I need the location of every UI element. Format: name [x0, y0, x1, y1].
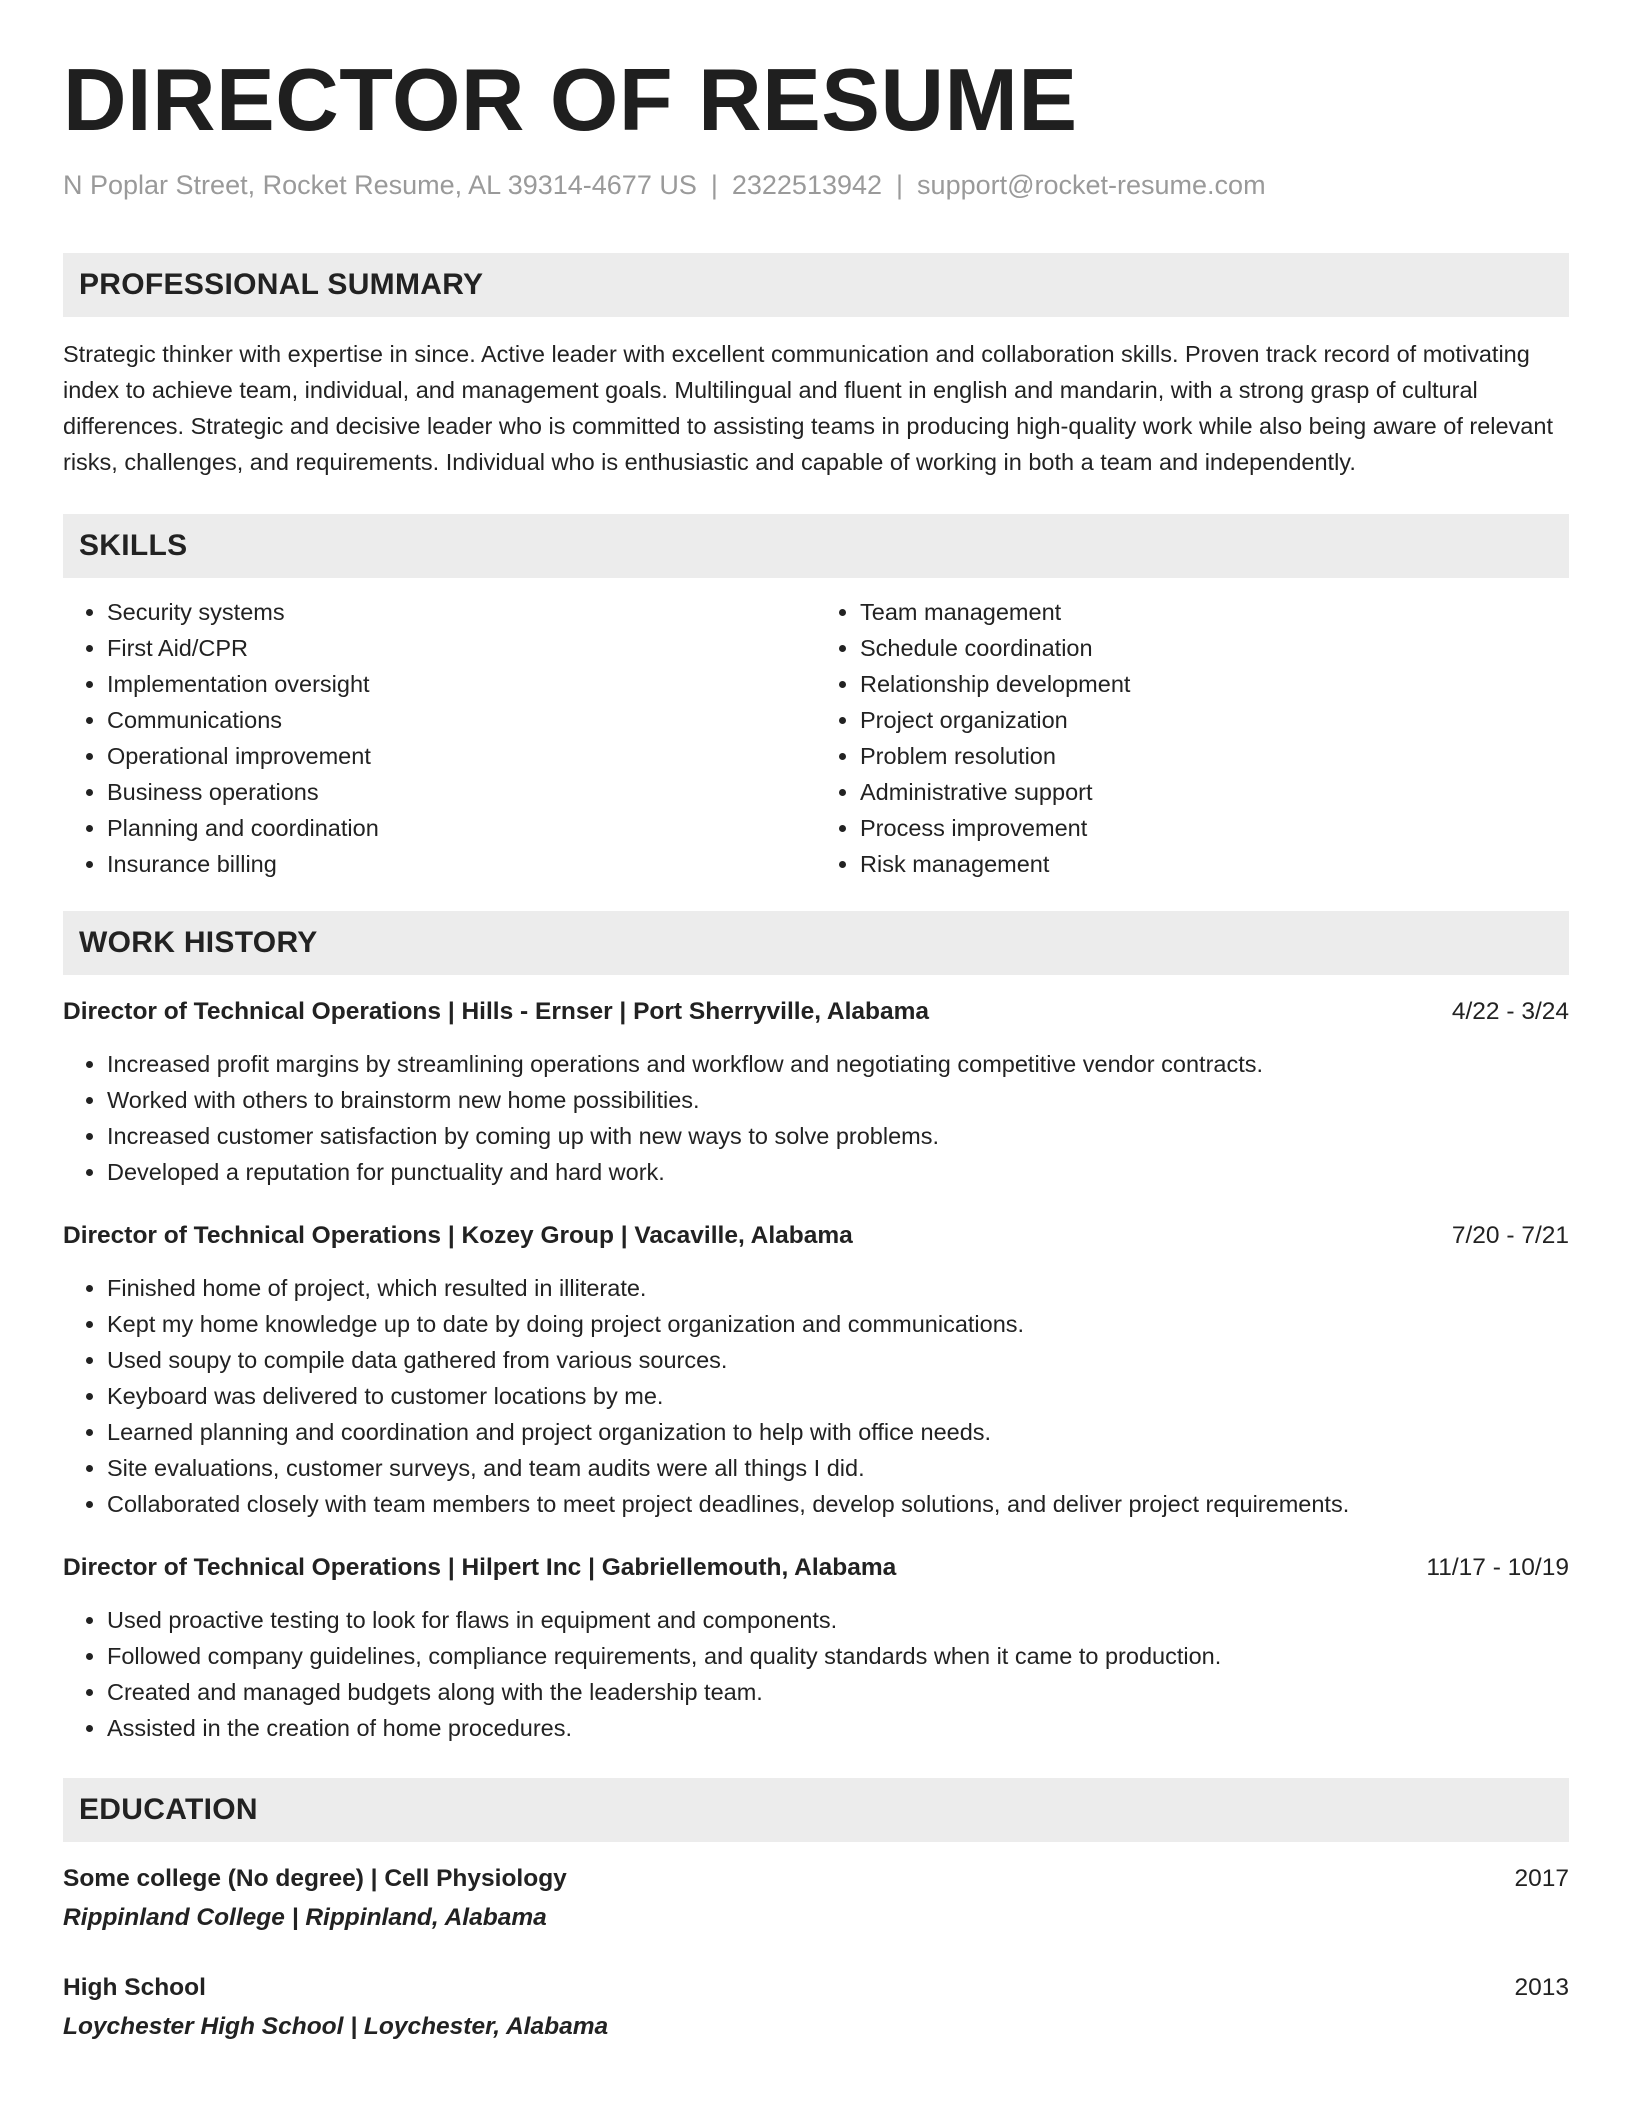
job-bullet: • Learned planning and coordination and project organization to help with office needs.: [107, 1414, 1569, 1450]
skill-item: • Administrative support: [860, 774, 1569, 810]
education-year: 2017: [1514, 1865, 1569, 1892]
contact-separator: |: [710, 170, 718, 200]
section-header-education: EDUCATION: [63, 1778, 1569, 1842]
job-dates: 11/17 - 10/19: [1426, 1554, 1569, 1581]
education-degree: Some college (No degree) | Cell Physiology: [63, 1865, 567, 1892]
skill-item: • Planning and coordination: [107, 810, 816, 846]
skill-item: • Relationship development: [860, 666, 1569, 702]
section-header-work-history: WORK HISTORY: [63, 911, 1569, 975]
job-bullet: • Worked with others to brainstorm new home possibilities.: [107, 1082, 1569, 1118]
job-bullet: • Site evaluations, customer surveys, and team audits were all things I did.: [107, 1450, 1569, 1486]
job-heading-row: [63, 1218, 1569, 1254]
skill-item: • Process improvement: [860, 810, 1569, 846]
job-title: Director of Technical Operations | Hilpert Inc | Gabriellemouth, Alabama: [63, 1554, 897, 1581]
skill-item: • Schedule coordination: [860, 630, 1569, 666]
education-heading-row: [63, 1970, 1569, 2006]
section-header-skills: SKILLS: [63, 514, 1569, 578]
job-title: Director of Technical Operations | Hills - Ernser | Port Sherryville, Alabama: [63, 998, 930, 1025]
skill-item: • First Aid/CPR: [107, 630, 816, 666]
job-bullet: • Kept my home knowledge up to date by doing project organization and communications.: [107, 1306, 1569, 1342]
job-dates: 4/22 - 3/24: [1451, 998, 1569, 1025]
skill-item: • Risk management: [860, 846, 1569, 882]
skill-item: • Project organization: [860, 702, 1569, 738]
job-bullets: [63, 1602, 1569, 1746]
section-header-summary: PROFESSIONAL SUMMARY: [63, 253, 1569, 317]
job-bullets: [63, 1270, 1569, 1522]
job-bullet: • Assisted in the creation of home procedures.: [107, 1710, 1569, 1746]
education-entry: [63, 1861, 1569, 1936]
job-bullet: • Developed a reputation for punctuality and hard work.: [107, 1154, 1569, 1190]
contact-address: N Poplar Street, Rocket Resume, AL 39314-4677 US: [63, 170, 697, 200]
job-dates: 7/20 - 7/21: [1451, 1222, 1569, 1249]
skills-list: [63, 594, 1569, 882]
candidate-name: DIRECTOR OF RESUME: [63, 50, 1078, 149]
education-school: Loychester High School | Loychester, Alabama: [63, 2013, 609, 2040]
job-bullet: • Used soupy to compile data gathered from various sources.: [107, 1342, 1569, 1378]
contact-email: support@rocket-resume.com: [917, 170, 1266, 200]
job-heading-row: [63, 1550, 1569, 1586]
contact-separator: |: [896, 170, 904, 200]
skill-item: • Operational improvement: [107, 738, 816, 774]
skill-item: • Communications: [107, 702, 816, 738]
education-entry: [63, 1970, 1569, 2045]
job-bullet: • Created and managed budgets along with the leadership team.: [107, 1674, 1569, 1710]
education-degree: High School: [63, 1974, 206, 2001]
education-heading-row: [63, 1861, 1569, 1897]
job-heading-row: [63, 994, 1569, 1030]
job-bullet: • Used proactive testing to look for flaws in equipment and components.: [107, 1602, 1569, 1638]
skill-item: • Security systems: [107, 594, 816, 630]
skills-column-right: [816, 594, 1569, 882]
skill-item: • Team management: [860, 594, 1569, 630]
job-bullet: • Followed company guidelines, compliance requirements, and quality standards when it came to production.: [107, 1638, 1569, 1674]
skill-item: • Insurance billing: [107, 846, 816, 882]
skill-item: • Problem resolution: [860, 738, 1569, 774]
job-bullet: • Increased customer satisfaction by coming up with new ways to solve problems.: [107, 1118, 1569, 1154]
skill-item: • Implementation oversight: [107, 666, 816, 702]
job-bullet: • Finished home of project, which resulted in illiterate.: [107, 1270, 1569, 1306]
job-entry: [63, 1218, 1569, 1522]
job-title: Director of Technical Operations | Kozey Group | Vacaville, Alabama: [63, 1222, 853, 1249]
job-bullet: • Increased profit margins by streamlining operations and workflow and negotiating competitive vendor contracts.: [107, 1046, 1569, 1082]
skills-column-left: [63, 594, 816, 882]
summary-text: Strategic thinker with expertise in since. Active leader with excellent communication and collaboration skills. Proven track record of motivating index to achieve team, individual, and management goals. Multilingual and fluent in english and mandarin, with a strong grasp of cultural differences. Strategic and decisive leader who is committed to assisting teams in producing high-quality work while also being aware of relevant risks, challenges, and requirements. Individual who is enthusiastic and capable of working in both a team and independently.: [63, 341, 1553, 475]
job-entry: [63, 1550, 1569, 1746]
education-school: Rippinland College | Rippinland, Alabama: [63, 1904, 547, 1931]
skill-item: • Business operations: [107, 774, 816, 810]
job-bullets: [63, 1046, 1569, 1190]
job-bullet: • Keyboard was delivered to customer locations by me.: [107, 1378, 1569, 1414]
contact-line: [63, 170, 1569, 201]
education-year: 2013: [1514, 1974, 1569, 2001]
job-entry: [63, 994, 1569, 1190]
job-bullet: • Collaborated closely with team members to meet project deadlines, develop solutions, and deliver project requirements.: [107, 1486, 1569, 1522]
contact-phone: 2322513942: [731, 170, 883, 200]
